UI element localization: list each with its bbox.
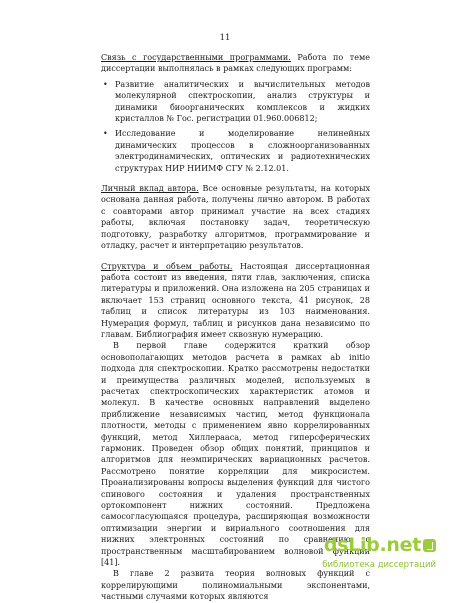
checkmark-icon (423, 539, 436, 552)
document-body (101, 52, 370, 603)
program-item-text: Развитие аналитических и вычислительных методов молекулярной спектроскопии, анализ структуры и динамики биоорганических комплексов и жидких кристаллов № Гос. регистрации 01.960.006812; (115, 79, 370, 124)
structure-heading: Структура и объем работы. (101, 261, 233, 271)
page-number: 11 (219, 33, 231, 43)
bullet-icon: • (103, 129, 108, 139)
program-item (101, 79, 370, 125)
bullet-icon: • (103, 79, 108, 89)
programs-intro: Работа по теме диссертации выполнялась в рамках следующих программ: (101, 53, 370, 74)
programs-heading: Связь с государственными программами. (101, 53, 291, 62)
chapter1-paragraph: В первой главе содержится краткий обзор основополагающих методов расчета в рамках ab initio подхода для спектроскопии. Кратко рассмотрены недостатки и преимущества различных моделей, используемых в расчетах спектроскопических характеристик атомов и молекул. В качестве основных направлений выделено приближение независимых частиц, метод функционала плотности, методы с применением явно коррелированных функций, метод Хиллерааса, метод гиперсферических гармоник. Проведен обзор общих понятий, принципов и алгоритмов для неэмпирических вариационных расчетов. Рассмотрено понятие корреляции для микросистем. Проанализированы вопросы выделения функций для чистого спинового состояния и удаления пространственных ортокомпонент нижних состояний. Предложена самосогласующаяся процедура, расширяющая возможности оптимизации энергии и вириального соотношения для нижних электронных состояний по сравнению с пространственным масштабированием волновой функции [41]. (101, 341, 370, 568)
chapter2-paragraph: В главе 2 развита теория волновых функций с коррелирующими полиномиальными экспонентами, частными случаями которых являются (101, 569, 370, 602)
contribution-body: Все основные результаты, на которых основана данная работа, получены лично автором. В работах с соавторами автор принимал участие на всех стадиях работы, включая постановку задач, теоретическую подготовку, разработку алгоритмов, программирование и отладку, расчет и интерпретацию результатов. (101, 184, 371, 251)
contribution-heading: Личный вклад автора. (101, 184, 199, 194)
contribution-paragraph (101, 183, 370, 251)
structure-paragraph (101, 261, 370, 341)
programs-paragraph (101, 52, 370, 75)
program-item (101, 128, 370, 174)
watermark-logo (324, 534, 436, 556)
program-item-text: Исследование и моделирование нелинейных динамических процессов в сложноорганизованных электродинамических, оптических и радиотехнических структурах НИР НИИМФ СГУ № 2.12.01. (115, 129, 370, 173)
watermark-logo-text: dsLib.net (323, 534, 421, 556)
structure-body: Настоящая диссертационная работа состоит из введения, пяти глав, заключения, списка литературы и приложений. Она изложена на 205 страницах и включает 153 страниц основного текста, 41 рисунок, 28 таблиц и список литературы из 103 наименования. Нумерация формул, таблиц и рисунков дана независимо по главам. Библиография имеет сквозную нумерацию. (101, 261, 370, 339)
watermark (322, 534, 436, 574)
watermark-caption: библиотека диссертаций (322, 560, 436, 570)
